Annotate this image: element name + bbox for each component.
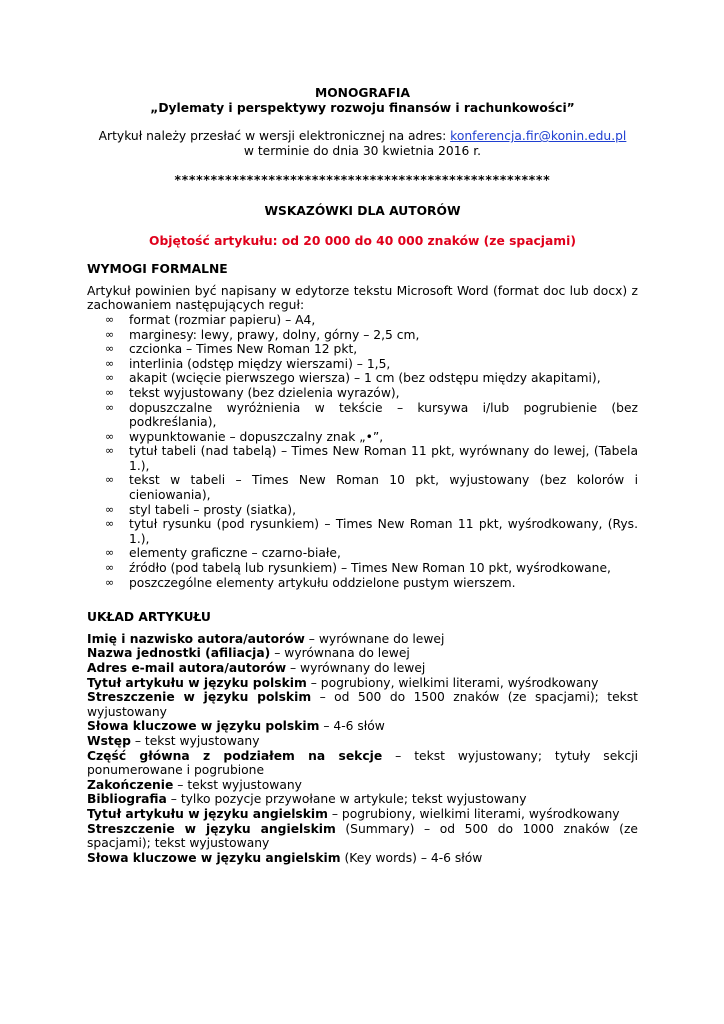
infinity-bullet-icon: ∞ (105, 342, 115, 356)
requirement-item (87, 342, 638, 357)
requirement-text: źródło (pod tabelą lub rysunkiem) – Times New Roman 10 pkt, wyśrodkowane, (129, 561, 611, 576)
send-text: Artykuł należy przesłać w wersji elektronicznej na adres: (98, 129, 451, 144)
layout-item-label: Adres e-mail autora/autorów (87, 661, 287, 675)
email-link[interactable]: konferencja.fir@konin.edu.pl (450, 129, 627, 144)
layout-item-label: Słowa kluczowe w języku angielskim (87, 850, 341, 865)
layout-item (87, 734, 638, 749)
layout-item (87, 778, 638, 793)
layout-item-label: Bibliografia (87, 792, 167, 807)
requirement-item (87, 473, 638, 502)
layout-item (87, 690, 638, 719)
formal-heading: WYMOGI FORMALNE (87, 262, 228, 277)
layout-item (87, 807, 638, 822)
layout-item (87, 661, 638, 676)
layout-item-desc: – tekst wyjustowany (173, 777, 302, 792)
requirement-text: czcionka – Times New Roman 12 pkt, (129, 342, 358, 357)
layout-item (87, 822, 638, 851)
infinity-bullet-icon: ∞ (105, 517, 115, 531)
infinity-bullet-icon: ∞ (105, 312, 115, 326)
layout-item (87, 676, 638, 691)
infinity-bullet-icon: ∞ (105, 356, 115, 370)
layout-item-desc: (Summary) – od 500 do 1000 znaków (ze spacjami); tekst wyjustowany (87, 821, 638, 851)
requirement-text: elementy graficzne – czarno-białe, (129, 546, 341, 561)
layout-item-label: Słowa kluczowe w języku polskim (87, 719, 320, 734)
layout-item-label: Streszczenie w języku polskim (87, 690, 312, 705)
layout-item-desc: – wyrównana do lewej (270, 646, 410, 661)
requirement-text: poszczególne elementy artykułu oddzielone pustym wierszem. (129, 575, 516, 590)
requirement-item (87, 561, 638, 576)
infinity-bullet-icon: ∞ (105, 327, 115, 341)
infinity-bullet-icon: ∞ (105, 546, 115, 560)
document-content (87, 86, 638, 865)
requirement-item (87, 401, 638, 430)
infinity-bullet-icon: ∞ (105, 385, 115, 399)
requirement-item (87, 371, 638, 386)
infinity-bullet-icon: ∞ (105, 561, 115, 575)
infinity-bullet-icon: ∞ (105, 371, 115, 385)
layout-item-label: Nazwa jednostki (afiliacja) (87, 646, 271, 661)
layout-item-label: Zakończenie (87, 777, 174, 792)
requirement-item (87, 357, 638, 372)
layout-item-label: Tytuł artykułu w języku polskim (87, 675, 307, 690)
layout-item-label: Imię i nazwisko autora/autorów (87, 631, 305, 646)
requirement-item (87, 517, 638, 546)
requirement-item (87, 313, 638, 328)
requirement-text: tekst wyjustowany (bez dzielenia wyrazów), (129, 385, 400, 400)
requirement-text: tekst w tabeli – Times New Roman 10 pkt, wyjustowany (bez kolorów i cieniowania), (129, 473, 638, 503)
doc-subtitle: „Dylematy i perspektywy rozwoju finansów i rachunkowości” (150, 100, 575, 115)
volume-requirement: Objętość artykułu: od 20 000 do 40 000 znaków (ze spacjami) (149, 233, 576, 248)
requirement-text: format (rozmiar papieru) – A4, (129, 312, 316, 327)
layout-item-label: Streszczenie w języku angielskim (87, 821, 336, 836)
requirement-item (87, 576, 638, 591)
layout-item-desc: – od 500 do 1500 znaków (ze spacjami); tekst wyjustowany (87, 690, 638, 719)
doc-title: MONOGRAFIA (314, 86, 410, 100)
stars-divider: **************************************************** (174, 173, 551, 188)
layout-item (87, 851, 638, 866)
requirement-text: marginesy: lewy, prawy, dolny, górny – 2,5 cm, (129, 327, 420, 342)
layout-item-desc: – tekst wyjustowany (130, 733, 260, 748)
requirement-item (87, 430, 638, 445)
requirement-text: tytuł tabeli (nad tabelą) – Times New Roman 11 pkt, wyrównany do lewej, (Tabela 1.), (129, 444, 638, 473)
formal-intro: Artykuł powinien być napisany w edytorze tekstu Microsoft Word (format doc lub docx) z zachowaniem następujących reguł: (87, 283, 638, 313)
infinity-bullet-icon: ∞ (105, 429, 115, 443)
requirement-text: styl tabeli – prosty (siatka), (129, 502, 297, 517)
infinity-bullet-icon: ∞ (105, 400, 115, 414)
requirement-text: akapit (wcięcie pierwszego wiersza) – 1 cm (bez odstępu między akapitami), (129, 371, 601, 386)
requirement-item (87, 546, 638, 561)
infinity-bullet-icon: ∞ (105, 502, 115, 516)
layout-item-label: Część główna z podziałem na sekcje (87, 748, 383, 763)
layout-item-desc: – tekst wyjustowany; tytuły sekcji ponumerowane i pogrubione (87, 748, 638, 778)
layout-item (87, 646, 638, 661)
infinity-bullet-icon: ∞ (105, 444, 115, 458)
layout-item (87, 719, 638, 734)
layout-item-label: Tytuł artykułu w języku angielskim (87, 806, 328, 821)
requirement-item (87, 328, 638, 343)
formal-requirements-list (87, 313, 638, 590)
send-instructions (87, 129, 638, 144)
layout-item-desc: – 4-6 słów (319, 719, 385, 734)
layout-item-desc: – pogrubiony, wielkimi literami, wyśrodkowany (306, 675, 599, 690)
layout-item (87, 632, 638, 647)
layout-item-desc: (Key words) – 4-6 słów (340, 850, 483, 865)
guidelines-heading: WSKAZÓWKI DLA AUTORÓW (264, 203, 461, 218)
requirement-item (87, 386, 638, 401)
requirement-item (87, 503, 638, 518)
layout-list (87, 632, 638, 866)
requirement-item (87, 444, 638, 473)
requirement-text: tytuł rysunku (pod rysunkiem) – Times New Roman 11 pkt, wyśrodkowany, (Rys. 1.), (129, 517, 638, 546)
layout-item-desc: – tylko pozycje przywołane w artykule; tekst wyjustowany (166, 792, 527, 807)
requirement-text: interlinia (odstęp między wierszami) – 1,5, (129, 356, 391, 371)
layout-item-desc: – pogrubiony, wielkimi literami, wyśrodkowany (327, 806, 620, 821)
requirement-text: dopuszczalne wyróżnienia w tekście – kursywa i/lub pogrubienie (bez podkreślania), (129, 400, 638, 430)
layout-item (87, 749, 638, 778)
layout-heading: UKŁAD ARTYKUŁU (87, 610, 211, 625)
layout-item (87, 792, 638, 807)
infinity-bullet-icon: ∞ (105, 473, 115, 487)
layout-item-desc: – wyrównane do lewej (304, 631, 445, 646)
layout-item-desc: – wyrównany do lewej (286, 661, 426, 675)
deadline-text: w terminie do dnia 30 kwietnia 2016 r. (243, 143, 482, 158)
layout-item-label: Wstęp (87, 733, 131, 748)
requirement-text: wypunktowanie – dopuszczalny znak „•”, (129, 429, 384, 444)
infinity-bullet-icon: ∞ (105, 575, 115, 589)
